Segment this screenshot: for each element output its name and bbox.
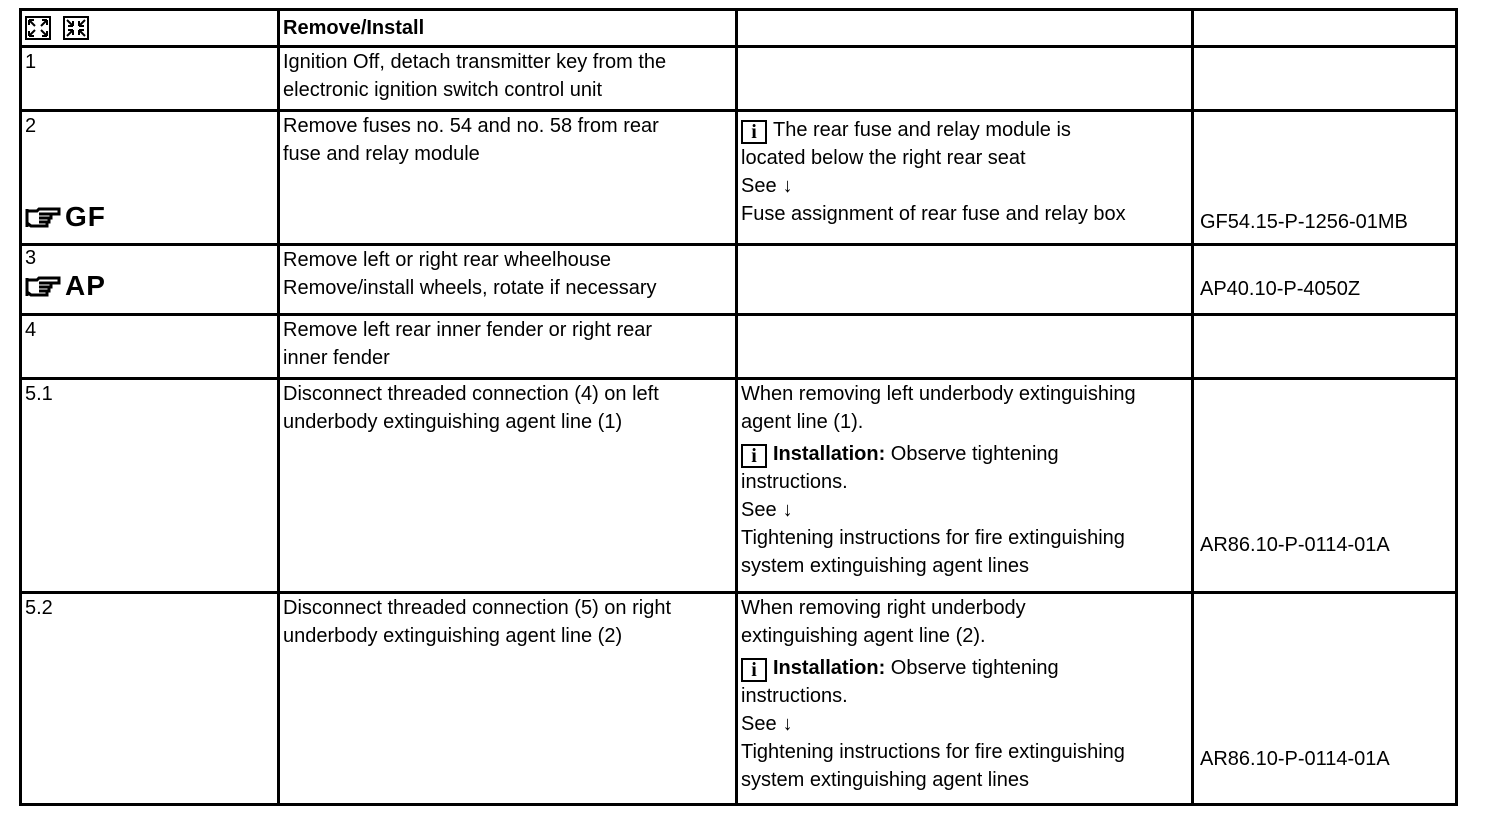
document-code[interactable]: AP40.10-P-4050Z bbox=[1200, 278, 1361, 300]
table-title: Remove/Install bbox=[283, 17, 425, 39]
notes-cell bbox=[737, 379, 1193, 593]
installation-label: Installation: bbox=[773, 443, 886, 465]
step-number: 3 bbox=[25, 247, 37, 269]
step-cell bbox=[21, 245, 279, 315]
action-cell bbox=[279, 315, 737, 379]
table-row bbox=[21, 245, 1457, 315]
see-line: See ↓ bbox=[741, 713, 793, 735]
step-cell bbox=[21, 379, 279, 593]
pointing-hand-icon bbox=[25, 274, 63, 298]
reference-ap-icon[interactable] bbox=[25, 270, 106, 302]
code-cell bbox=[1193, 47, 1457, 111]
code-cell bbox=[1193, 111, 1457, 245]
action-line: Remove left rear inner fender or right rear bbox=[283, 319, 653, 341]
note-line: agent line (1). bbox=[741, 411, 864, 433]
note-line: extinguishing agent line (2). bbox=[741, 625, 986, 647]
info-icon: i bbox=[741, 658, 767, 682]
notes-cell bbox=[737, 593, 1193, 805]
collapse-icon[interactable] bbox=[63, 16, 89, 40]
reference-ap-label: AP bbox=[65, 270, 106, 301]
reference-link[interactable]: Fuse assignment of rear fuse and relay box bbox=[741, 203, 1126, 225]
reference-link[interactable]: Tightening instructions for fire extinguishing system extinguishing agent lines bbox=[741, 741, 1125, 791]
table-row bbox=[21, 593, 1457, 805]
action-line: Remove left or right rear wheelhouse bbox=[283, 249, 611, 271]
action-line: electronic ignition switch control unit bbox=[283, 79, 603, 101]
expand-icon[interactable] bbox=[25, 16, 51, 40]
action-line: Remove fuses no. 54 and no. 58 from rear bbox=[283, 115, 659, 137]
document-code[interactable]: GF54.15-P-1256-01MB bbox=[1200, 211, 1408, 233]
table-row bbox=[21, 379, 1457, 593]
action-cell bbox=[279, 593, 737, 805]
code-cell bbox=[1193, 245, 1457, 315]
notes-cell bbox=[737, 111, 1193, 245]
step-cell bbox=[21, 111, 279, 245]
action-line: fuse and relay module bbox=[283, 143, 480, 165]
info-icon: i bbox=[741, 120, 767, 144]
notes-cell bbox=[737, 47, 1193, 111]
note-line: i The rear fuse and relay module is bbox=[741, 116, 1187, 144]
table-row bbox=[21, 47, 1457, 111]
table-row bbox=[21, 111, 1457, 245]
note-line: located below the right rear seat bbox=[741, 147, 1026, 169]
document-code[interactable]: AR86.10-P-0114-01A bbox=[1200, 748, 1390, 770]
reference-gf-label: GF bbox=[65, 201, 106, 232]
step-number: 1 bbox=[25, 51, 37, 73]
note-line: instructions. bbox=[741, 685, 848, 707]
note-line: instructions. bbox=[741, 471, 848, 493]
installation-label: Installation: bbox=[773, 657, 886, 679]
header-notes-cell bbox=[737, 10, 1193, 47]
see-line: See ↓ bbox=[741, 175, 793, 197]
action-line: Disconnect threaded connection (4) on left bbox=[283, 383, 659, 405]
code-cell bbox=[1193, 593, 1457, 805]
note-line: When removing left underbody extinguishing bbox=[741, 383, 1136, 405]
installation-line: i Installation: Observe tightening bbox=[741, 440, 1187, 468]
table-row bbox=[21, 315, 1457, 379]
notes-cell bbox=[737, 315, 1193, 379]
action-cell bbox=[279, 245, 737, 315]
pointing-hand-icon bbox=[25, 205, 63, 229]
code-cell bbox=[1193, 315, 1457, 379]
step-number: 4 bbox=[25, 319, 37, 341]
action-cell bbox=[279, 379, 737, 593]
step-cell bbox=[21, 593, 279, 805]
procedure-table bbox=[19, 8, 1458, 806]
down-arrow-icon: ↓ bbox=[782, 713, 793, 735]
action-cell bbox=[279, 47, 737, 111]
step-number: 5.1 bbox=[25, 383, 53, 405]
action-line: inner fender bbox=[283, 347, 390, 369]
note-line: When removing right underbody bbox=[741, 597, 1026, 619]
code-cell bbox=[1193, 379, 1457, 593]
action-line: Ignition Off, detach transmitter key from the bbox=[283, 51, 667, 73]
reference-link[interactable]: Tightening instructions for fire extinguishing system extinguishing agent lines bbox=[741, 527, 1125, 577]
down-arrow-icon: ↓ bbox=[782, 499, 793, 521]
action-line: underbody extinguishing agent line (1) bbox=[283, 411, 623, 433]
info-icon: i bbox=[741, 444, 767, 468]
header-code-cell bbox=[1193, 10, 1457, 47]
step-number: 2 bbox=[25, 115, 37, 137]
document-code[interactable]: AR86.10-P-0114-01A bbox=[1200, 534, 1390, 556]
see-line: See ↓ bbox=[741, 499, 793, 521]
action-line: Disconnect threaded connection (5) on right bbox=[283, 597, 672, 619]
step-cell bbox=[21, 315, 279, 379]
action-cell bbox=[279, 111, 737, 245]
notes-cell bbox=[737, 245, 1193, 315]
header-icons-cell bbox=[21, 10, 279, 47]
step-cell bbox=[21, 47, 279, 111]
step-number: 5.2 bbox=[25, 597, 53, 619]
reference-gf-icon[interactable] bbox=[25, 201, 106, 233]
table-header-row bbox=[21, 10, 1457, 47]
action-line: underbody extinguishing agent line (2) bbox=[283, 625, 623, 647]
action-line: Remove/install wheels, rotate if necessary bbox=[283, 277, 657, 299]
installation-line: i Installation: Observe tightening bbox=[741, 654, 1187, 682]
down-arrow-icon: ↓ bbox=[782, 175, 793, 197]
header-title-cell bbox=[279, 10, 737, 47]
